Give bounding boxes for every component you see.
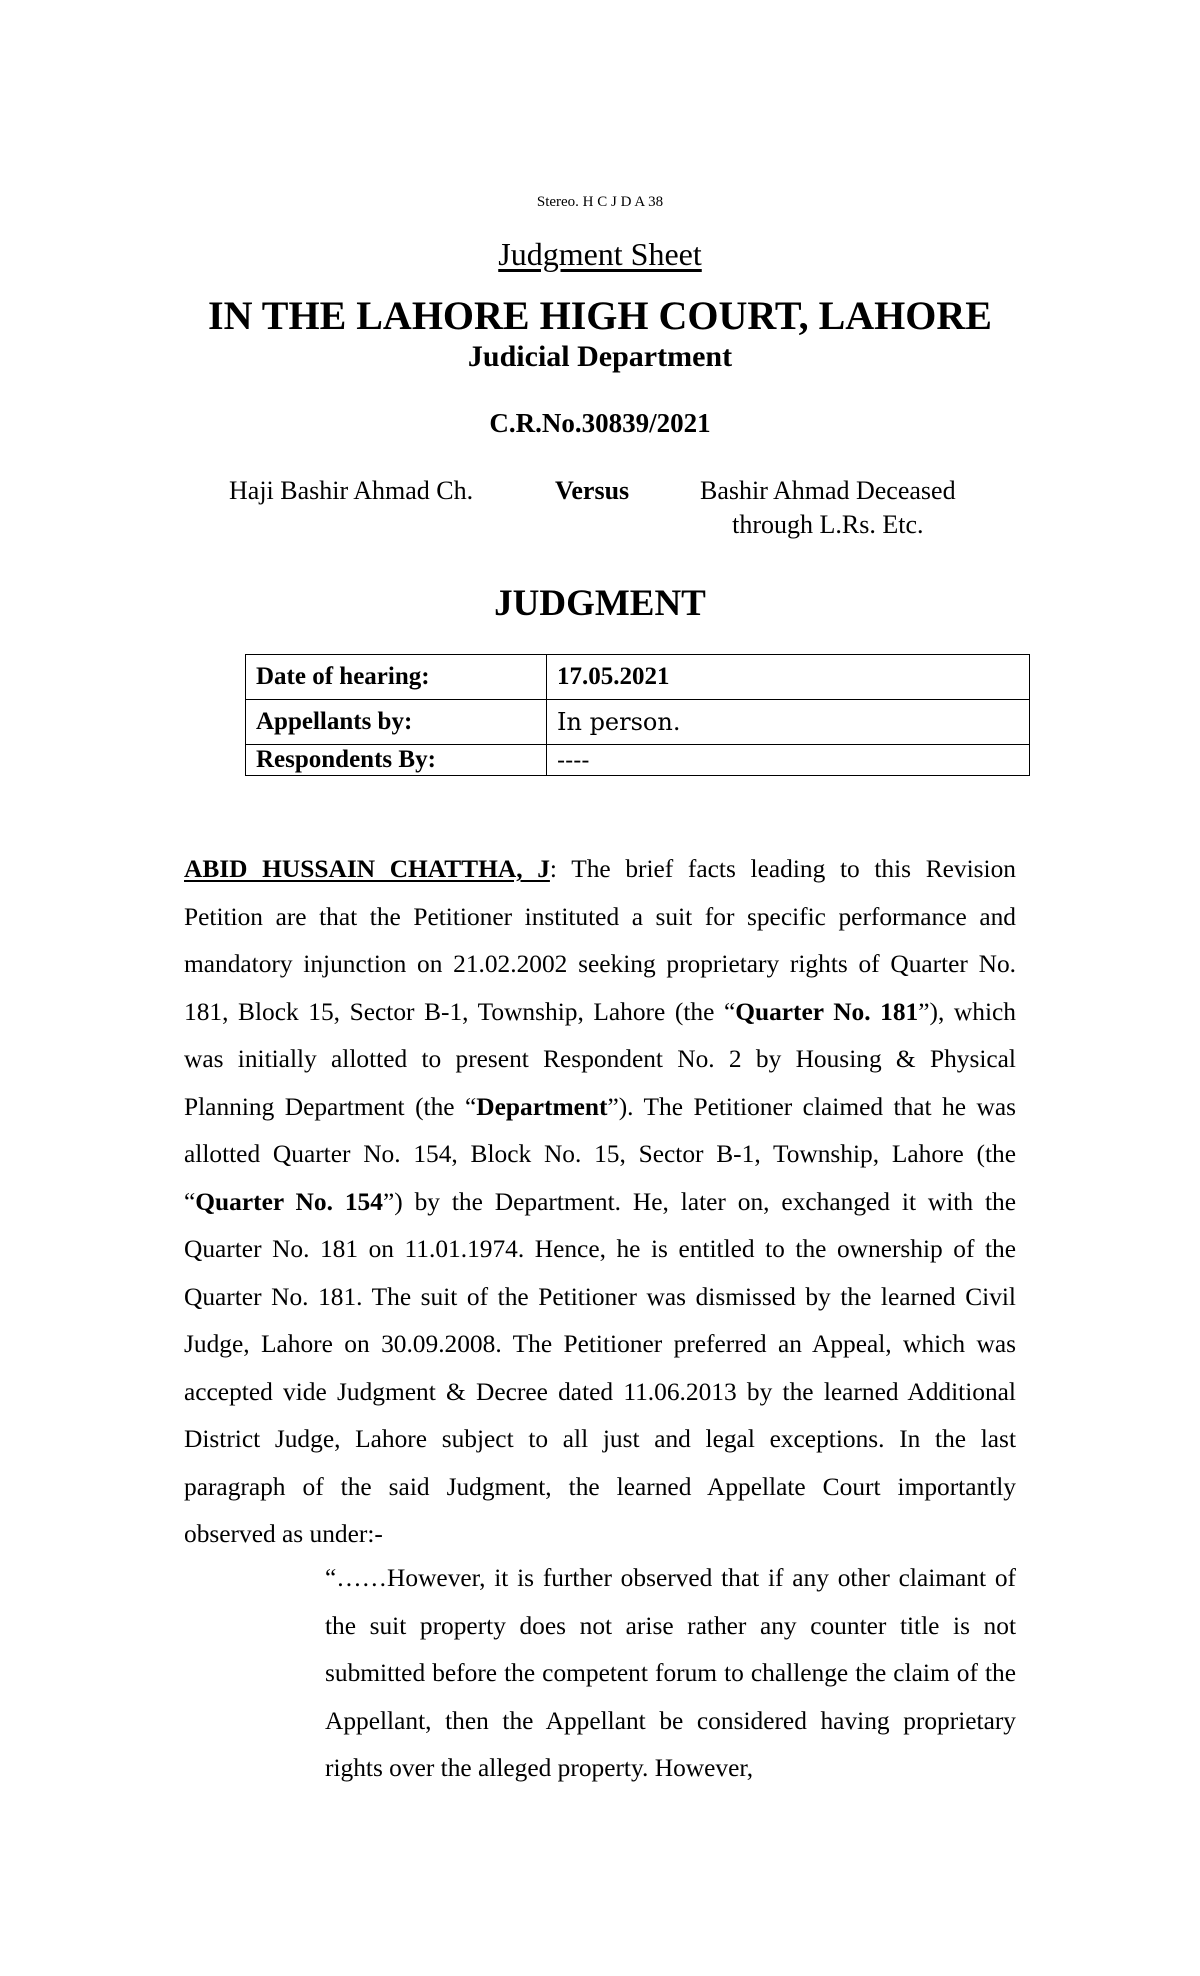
stereo-reference: Stereo. H C J D A 38 — [536, 194, 664, 210]
respondent-line-2: through L.Rs. Etc. — [732, 510, 924, 539]
row-value: 17.05.2021 — [547, 655, 1030, 700]
defined-term: Quarter No. 154 — [195, 1187, 383, 1216]
judge-name: ABID HUSSAIN CHATTHA, J — [184, 855, 550, 883]
body-text-segment: ”) by the Department. He, later on, exchanged it with the Quarter No. 181 on 11.01.1974. Hence, he is entitled to the ownership of the Quarter No. 181. The suit of the Petitioner was dismissed by the learned Civil Judge, Lahore on 30.09.2008. The Petitioner preferred an Appeal, which was accepted vide Judgment & Decree dated 11.06.2013 by the learned Additional District Judge, Lahore subject to all just and legal exceptions. In the last paragraph of the said Judgment, the learned Appellate Court importantly observed as under:- — [184, 1187, 1016, 1548]
row-value: In person. — [547, 700, 1030, 745]
respondent-name — [700, 474, 956, 542]
table-row — [246, 655, 1030, 700]
court-name: IN THE LAHORE HIGH COURT, LAHORE — [208, 293, 992, 338]
sheet-title: Judgment Sheet — [498, 236, 702, 272]
respondent-line-1: Bashir Ahmad Deceased — [700, 476, 956, 505]
row-value: ---- — [547, 745, 1030, 776]
body-text-segment: ”), which was initially allotted to present Respondent No. 2 by Housing & Physical Planning Department (the “ — [184, 997, 1016, 1121]
body-text-segment: : The brief facts leading to this Revision Petition are that the Petitioner instituted a suit for specific performance and mandatory injunction on 21.02.2002 seeking proprietary rights of Quarter No. 181, Block 15, Sector B-1, Township, Lahore (the “ — [184, 855, 1016, 1026]
judgment-body-paragraph — [184, 846, 1016, 1559]
case-number: C.R.No.30839/2021 — [489, 408, 711, 438]
row-label: Appellants by: — [246, 700, 547, 745]
defined-term: Department — [476, 1092, 608, 1121]
judgment-heading: JUDGMENT — [494, 583, 706, 624]
hearing-info-table — [245, 654, 1030, 776]
body-text-segment: ”). The Petitioner claimed that he was allotted Quarter No. 154, Block No. 15, Sector B-1, Township, Lahore (the “ — [184, 1092, 1016, 1216]
quoted-judgment-excerpt: “……However, it is further observed that if any other claimant of the suit property does not arise rather any counter title is not submitted before the competent forum to challenge the claim of the Appellant, then the Appellant be considered having proprietary rights over the alleged property. However, — [325, 1564, 1016, 1782]
table-row — [246, 700, 1030, 745]
row-label: Respondents By: — [246, 745, 547, 776]
row-label: Date of hearing: — [246, 655, 547, 700]
versus-label: Versus — [555, 476, 630, 505]
defined-term: Quarter No. 181 — [735, 997, 919, 1026]
table-row — [246, 745, 1030, 776]
petitioner-name: Haji Bashir Ahmad Ch. — [229, 476, 474, 505]
department-name: Judicial Department — [467, 340, 733, 373]
